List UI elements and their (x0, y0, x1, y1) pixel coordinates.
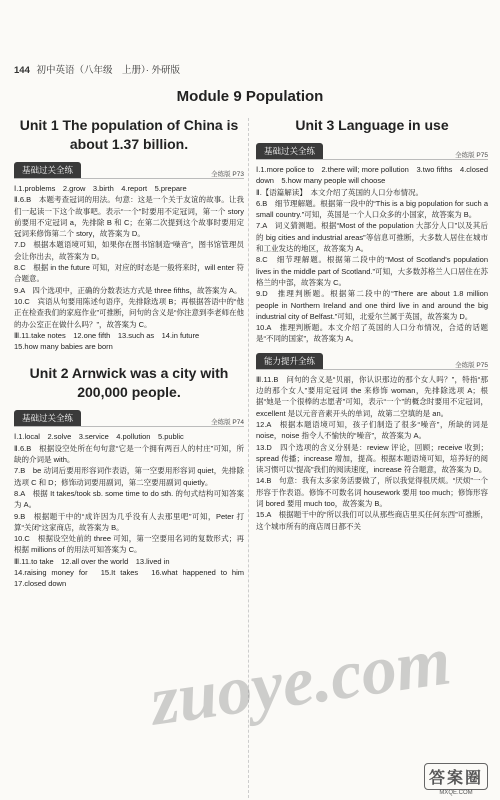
answer-line: 10.A 推理判断题。本文介绍了英国的人口分布情况，合适的话题是“不同的国家”，故答案为 A。 (256, 323, 488, 344)
answer-line: 6.B 细节理解题。根据第一段中的“This is a big population for such a small country.”可知，英国是一个人口众多的小国家，故答案为 B。 (256, 198, 488, 220)
unit3-section-header (256, 143, 488, 160)
answer-line: Ⅱ.【语篇解读】 本文介绍了英国的人口分布情况。 (256, 187, 424, 197)
answer-line: 14.B 句意：我有太多家务活要做了，所以我觉得很厌烦。“厌烦”一个形容于作表语。修饰不可数名词 housework 要用 too much；修饰形容词 bored 要用 much too，故答案为 B。 (256, 476, 488, 509)
answer-line: 10.C 宾语从句要用陈述句语序，先排除选项 B；再根据答语中的“他正在检查我们的家庭作业”可推断，问句的含义是“你注意到李老师在他的办公室正在做什么吗？”，故答案为 C。 (14, 296, 244, 329)
answer-line: 15.how many babies are born (14, 342, 113, 352)
unit2-title: Unit 2 Arnwick was a city with 200,000 people. (29, 365, 229, 401)
unit3-section-ref: 全练版 P75 (455, 152, 488, 159)
answer-line: 8.A 根据 It takes/took sb. some time to do sth. 的句式结构可知答案为 A。 (14, 488, 244, 510)
answer-line: 10.C 根据设空处前的 three 可知，第一空要用名词的复数形式；再根据 millions of 的用法可知答案为 C。 (14, 534, 244, 555)
answer-line: 9.B 根据题干中的“成许因为几乎没有人去那里吧”可知，Peter 打算“关闭”这家商店，故答案为 B。 (14, 511, 244, 532)
unit2-section-header (14, 410, 244, 427)
watermark: zuoye.com (146, 622, 456, 741)
answer-line: 7.B be 动词后要用形容词作表语，第一空要用形容词 quiet，先排除选项 C 和 D；修饰动词要用副词，第二空要用副词 quietly。 (14, 466, 244, 487)
module-title: Module 9 Population (176, 88, 324, 105)
logo-mark: 答案圈 (424, 763, 488, 790)
unit3-section-badge: 基础过关全练 (256, 143, 323, 159)
unit1-section-badge: 基础过关全练 (14, 162, 81, 178)
answer-line: 12.A 根据本题语境可知，孩子们制造了很多“噪音”，所缺的词是 noise，noise 指令人不愉快的“噪音”，故答案为 A。 (256, 419, 488, 441)
answer-line: Ⅱ.6.B 本题考查冠词的用法。句意：这是一个关于友谊的故事。让我们一起读一下这个故事吧。表示“一个”时要用不定冠词，第一个 story 前要用不定冠词 a，先排除 B 和 C；在第二次提到这个故事时要用定冠词来修饰第二个 story，故答案为 D。 (14, 195, 244, 239)
answer-line: Ⅲ.11.B 问句的含义是“贝丽，你认识那边的那个女人吗？”，特指“那边的那个女人”要用定冠词 the 来修饰 woman，先排除选项 A；根据“她是一个很棒的志愿者”可知，表示“一个”的概念时要用不定冠词，excellent 是以元音音素开头的单词，故第二空填的是 an。 (256, 374, 488, 418)
ability-section-header (256, 353, 488, 370)
unit1-section-ref: 全练版 P73 (211, 171, 244, 178)
answer-line: 9.A 四个选项中，正确的分数表达方式是 three fifths，故答案为 A。 (14, 285, 242, 295)
right-column (256, 110, 488, 532)
answer-line: Ⅰ.1.local 2.solve 3.service 4.pollution 5.public (14, 432, 184, 442)
answer-line: 9.D 推理判断题。根据第二段中的“There are about 1.8 million people in Northern Ireland and one third live in and around the big industrial city of Belfast.”可知，北爱尔兰属于英国，故答案为 D。 (256, 289, 488, 321)
answer-line: 13.D 四个选项的含义分别是：review 评论，回顾；receive 收到；spread 传播；increase 增加，提高。根据本题语境可知，培养好的阅读习惯可以“提高”我们的阅读速度，increase 符合题意，故答案为 D。 (256, 442, 488, 475)
answer-line: 14.raising money for 15.It takes 16.what happened to him 17.closed down (14, 568, 252, 589)
logo-url: MXQE.COM (439, 790, 473, 796)
answer-line: Ⅲ.11.to take 12.all over the world 13.lived in (14, 556, 170, 566)
unit2-section-badge: 基础过关全练 (14, 410, 81, 426)
page-header (14, 62, 180, 76)
unit2-section-ref: 全练版 P74 (211, 419, 244, 427)
answer-line: Ⅰ.1.more police to 2.there will; more pollution 3.two fifths 4.closed down 5.how many people will choose (256, 165, 488, 186)
answer-line: 7.D 根据本题语境可知，如果你在图书馆制造“噪音”，图书馆管理员会让你出去，故答案为 D。 (14, 240, 244, 261)
ability-section-ref: 全练版 P75 (455, 361, 488, 369)
answer-line: Ⅱ.6.B 根据设空处所在句句意“它是一个拥有两百人的村庄”可知，所缺的介词是 with。 (14, 443, 244, 465)
answer-line: Ⅲ.11.take notes 12.one fifth 13.such as 14.in future (14, 330, 200, 340)
site-logo (424, 763, 488, 796)
answer-line: 8.C 根据 in the future 可知，对应的时态是一般将来时，will enter 符合题意。 (14, 263, 244, 284)
left-column (14, 110, 252, 590)
ability-section-badge: 能力提升全练 (256, 353, 323, 369)
unit1-title: Unit 1 The population of China is about 1.37 billion. (19, 117, 239, 152)
book-title: 初中英语（八年级 上册）· 外研版 (36, 65, 181, 76)
unit1-section-header (14, 162, 244, 179)
answer-line: 7.A 词义猜测题。根据“Most of the population 大部分人口”以及其后的 big cities and industrial areas”等信息可推断，大多数人居住在城市和工业发达的地区，故答案为 A。 (256, 221, 488, 254)
answer-line: 8.C 细节理解题。根据第二段中的“Most of Scotland's population lives in the middle part of Scotland.”可知，大多数苏格兰人口居住在苏格兰的中部，故答案为 C。 (256, 255, 488, 287)
answer-line: Ⅰ.1.problems 2.grow 3.birth 4.report 5.prepare (14, 184, 187, 193)
answer-line: 15.A 根据题干中的“所以我们可以从那些商店里买任何东西”可推断，这个城市所有的商店周日都不关 (256, 510, 488, 531)
unit3-title: Unit 3 Language in use (295, 117, 449, 133)
page-number: 144 (14, 65, 30, 76)
